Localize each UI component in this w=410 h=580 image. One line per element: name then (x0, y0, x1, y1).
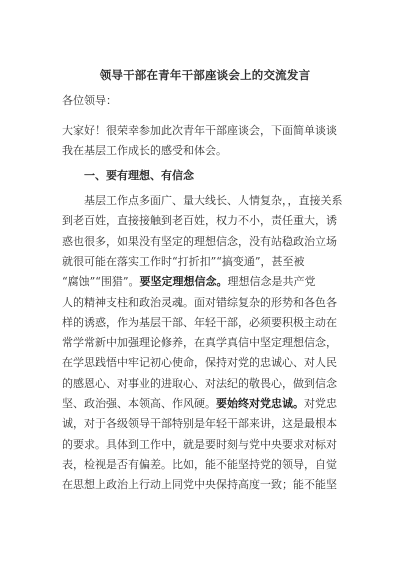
emphasis-text: 要坚定理想信念。 (139, 275, 228, 289)
body-text: 理想信念是共产党 (227, 275, 316, 289)
body-text: 坚、政治强、本领高、作风硬。 (62, 397, 216, 410)
salutation: 各位领导： (62, 94, 117, 107)
body-line (62, 478, 337, 492)
body-text: 在学思践悟中牢记初心使命，保持对党的忠诚心、对人民 (62, 356, 337, 370)
document-title: 领导干部在青年干部座谈会上的交流发言 (99, 68, 311, 82)
body-text: 的感恩心、对事业的进取心、对法纪的敬畏心，做到信念 (62, 376, 337, 390)
intro-line: 我在基层工作成长的感受和体会。 (62, 144, 227, 157)
body-text: 惑也很多，如果没有坚定的理想信念，没有站稳政治立场 (62, 234, 337, 248)
body-text: 就很可能在落实工作时“打折扣”“搞变通”，甚至被 (62, 254, 305, 268)
body-text: 常学常新中加强理论修养，在真学真信中坚定理想信念， (62, 336, 337, 350)
body-line (62, 458, 337, 472)
body-text: 基层工作点多面广、量大线长、人情复杂，，直接关系 (84, 194, 343, 207)
body-text: 在思想上政治上行动上同党中央保持高度一致；能不能坚 (62, 478, 337, 492)
body-line (62, 255, 305, 269)
body-line (62, 336, 337, 350)
body-line (62, 214, 337, 228)
body-text: 诚，对于各级领导干部特别是年轻干部来讲，这是最根本 (62, 417, 337, 431)
body-line (62, 275, 316, 289)
body-line (62, 235, 337, 249)
body-text: 表，检视是否有偏差。比如，能不能坚持党的领导，自觉 (62, 457, 337, 471)
body-line (62, 397, 337, 411)
body-text: 对党忠 (304, 397, 337, 410)
body-text: 样的诱惑，作为基层干部、年轻干部，必须要积极主动在 (62, 315, 337, 329)
body-text: 人的精神支柱和政治灵魂。面对错综复杂的形势和各色各 (62, 295, 337, 309)
section-heading: 一、要有理想、有信念 (84, 169, 194, 182)
body-line (62, 417, 337, 431)
body-line (62, 356, 337, 370)
body-text: “腐蚀”“围猎”。 (62, 275, 140, 289)
body-text: 的要求。具体到工作中，就是要时刻与党中央要求对标对 (62, 437, 337, 451)
body-line (62, 316, 337, 330)
body-line (62, 296, 337, 310)
intro-line: 大家好！很荣幸参加此次青年干部座谈会，下面简单谈谈 (62, 124, 337, 137)
body-line (62, 438, 337, 452)
emphasis-text: 要始终对党忠诚。 (216, 397, 304, 410)
body-line (84, 194, 343, 208)
body-text: 到老百姓，直接接触到老百姓，权力不小，责任重大，诱 (62, 214, 337, 228)
body-line (62, 377, 337, 391)
